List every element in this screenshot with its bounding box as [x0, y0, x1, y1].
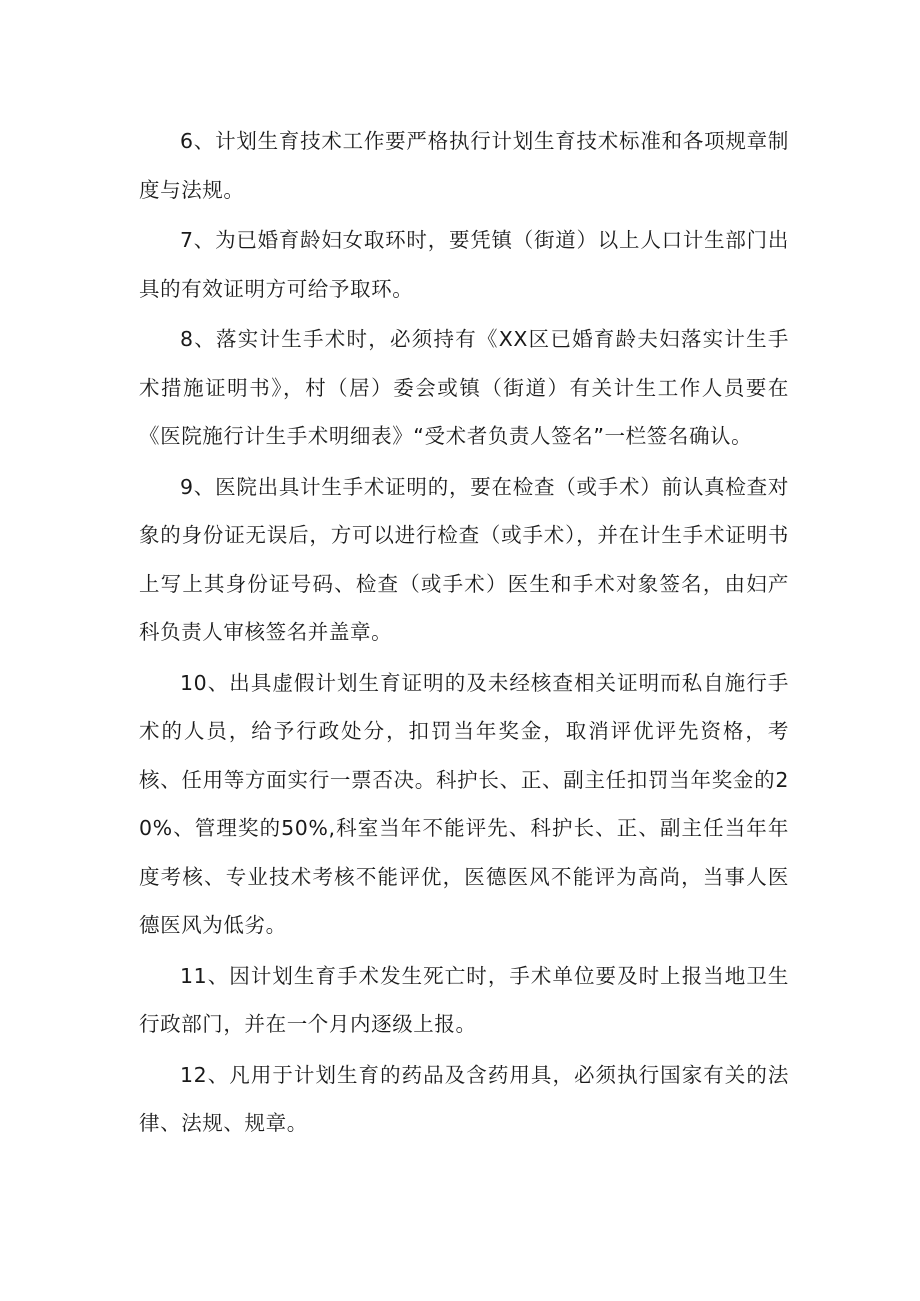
paragraph-item-7: 7、为已婚育龄妇女取环时，要凭镇（街道）以上人口计生部门出具的有效证明方可给予取环。: [139, 228, 789, 301]
paragraph-item-6: 6、计划生育技术工作要严格执行计划生育技术标准和各项规章制度与法规。: [139, 129, 789, 202]
paragraph-item-8: 8、落实计生手术时，必须持有《XX区已婚育龄夫妇落实计生手术措施证明书》，村（居）委会或镇（街道）有关计生工作人员要在《医院施行计生手术明细表》“受术者负责人签名”一栏签名确认。: [139, 327, 789, 448]
paragraph-item-11: 11、因计划生育手术发生死亡时，手术单位要及时上报当地卫生行政部门，并在一个月内逐级上报。: [139, 963, 789, 1036]
paragraph-item-10: 10、出具虚假计划生育证明的及未经核查相关证明而私自施行手术的人员，给予行政处分，扣罚当年奖金，取消评优评先资格，考核、任用等方面实行一票否决。科护长、正、副主任扣罚当年奖金的20%、管理奖的50%,科室当年不能评先、科护长、正、副主任当年年度考核、专业技术考核不能评优，医德医风不能评为高尚，当事人医德医风为低劣。: [139, 670, 789, 937]
paragraph-item-9: 9、医院出具计生手术证明的，要在检查（或手术）前认真检查对象的身份证无误后，方可以进行检查（或手术），并在计生手术证明书上写上其身份证号码、检查（或手术）医生和手术对象签名，由妇产科负责人审核签名并盖章。: [139, 474, 789, 644]
paragraph-item-12: 12、凡用于计划生育的药品及含药用具，必须执行国家有关的法律、法规、规章。: [139, 1062, 789, 1135]
document-body: [139, 117, 789, 1148]
